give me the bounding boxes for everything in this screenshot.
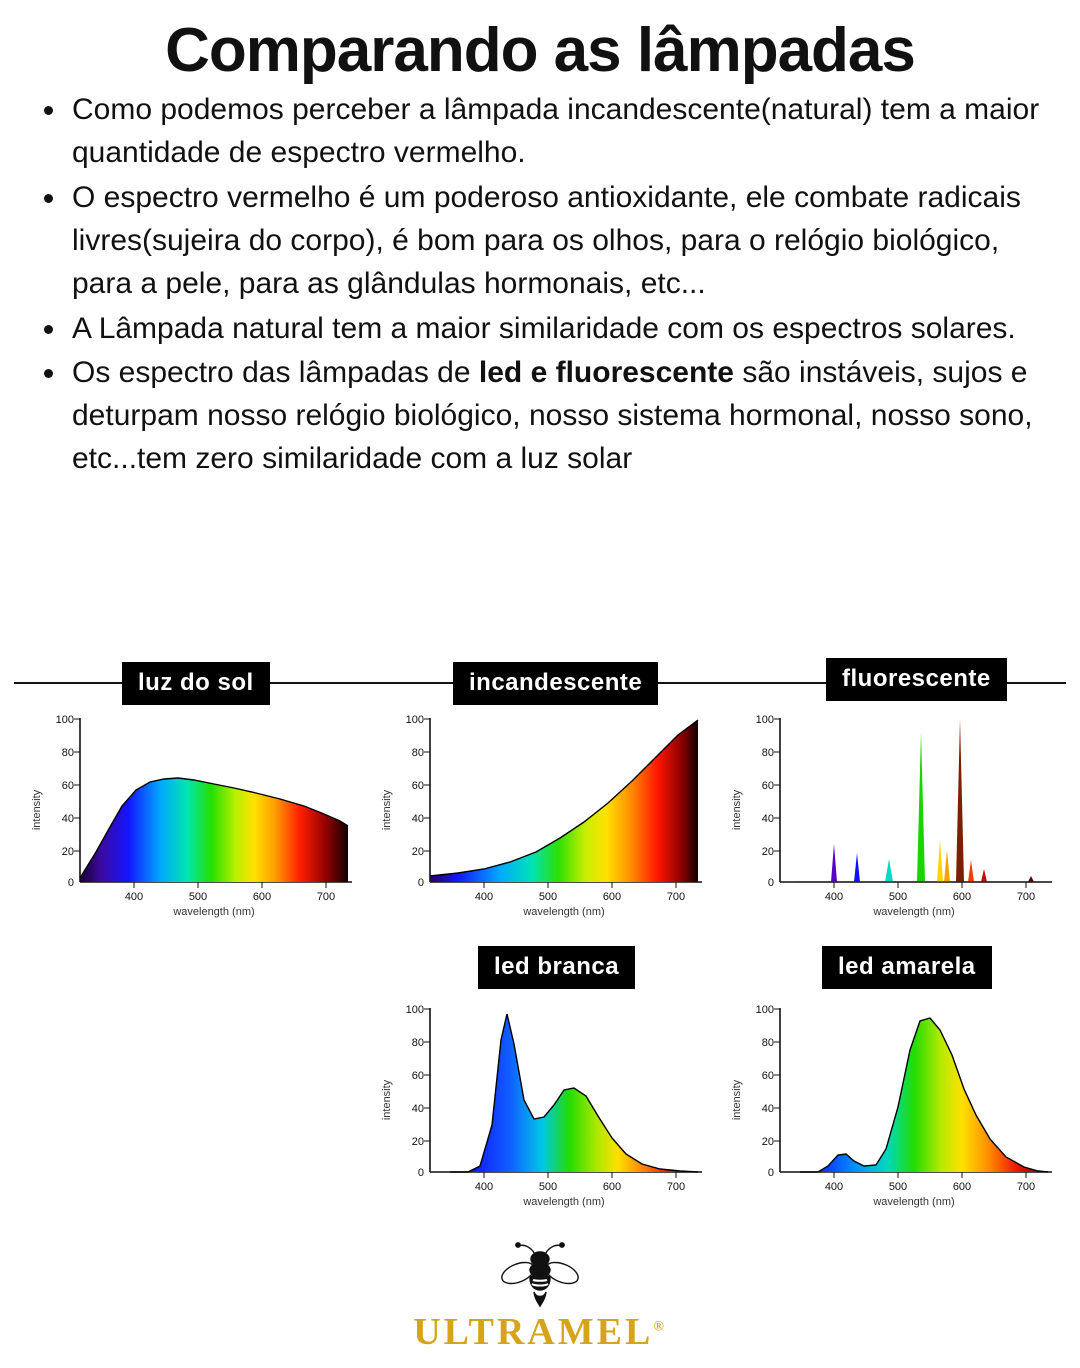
svg-text:80: 80 — [411, 747, 424, 759]
svg-text:20: 20 — [411, 846, 424, 858]
svg-text:100: 100 — [755, 1004, 774, 1016]
svg-text:700: 700 — [666, 1181, 686, 1193]
charts-area — [0, 658, 1080, 1238]
list-item — [34, 89, 1046, 175]
svg-text:0: 0 — [767, 877, 774, 889]
svg-text:intensity: intensity — [731, 1079, 743, 1121]
footer — [0, 1240, 1080, 1354]
svg-text:wavelength (nm): wavelength (nm) — [523, 906, 605, 918]
chart-fluorescente — [718, 658, 1058, 918]
chart-led-branca — [368, 946, 708, 1216]
svg-text:60: 60 — [61, 780, 74, 792]
svg-text:500: 500 — [188, 891, 208, 903]
svg-text:500: 500 — [538, 1181, 558, 1193]
svg-text:20: 20 — [61, 846, 74, 858]
svg-text:60: 60 — [411, 1070, 424, 1082]
bullet-text: O espectro vermelho é um poderoso antioxidante, ele combate radicais livres(sujeira do corpo), é bom para os olhos, para o relógio biológico, para a pele, para as glândulas hormonais, etc... — [72, 180, 1021, 300]
svg-text:intensity: intensity — [31, 789, 43, 831]
chart-incandescente — [368, 658, 708, 918]
chart-title-luz-do-sol: luz do sol — [122, 662, 270, 705]
svg-text:0: 0 — [417, 877, 424, 889]
svg-text:wavelength (nm): wavelength (nm) — [873, 1196, 955, 1208]
svg-text:0: 0 — [767, 1167, 774, 1179]
svg-text:600: 600 — [952, 891, 972, 903]
plot-luz-do-sol — [18, 702, 358, 918]
bullet-emphasis: led e fluorescente — [478, 356, 734, 390]
chart-led-amarela — [718, 946, 1058, 1216]
svg-text:400: 400 — [824, 891, 844, 903]
svg-text:40: 40 — [411, 1103, 424, 1115]
svg-text:600: 600 — [952, 1181, 972, 1193]
brand-name: ULTRAMEL® — [413, 1311, 667, 1353]
bullet-list — [34, 89, 1046, 481]
chart-title-led-branca: led branca — [478, 946, 635, 989]
chart-title-led-amarela: led amarela — [822, 946, 992, 989]
chart-luz-do-sol — [18, 658, 358, 918]
svg-text:20: 20 — [761, 1136, 774, 1148]
svg-text:20: 20 — [411, 1136, 424, 1148]
svg-text:60: 60 — [411, 780, 424, 792]
svg-text:40: 40 — [761, 1103, 774, 1115]
svg-text:20: 20 — [761, 846, 774, 858]
svg-text:40: 40 — [61, 813, 74, 825]
svg-text:500: 500 — [538, 891, 558, 903]
svg-text:wavelength (nm): wavelength (nm) — [523, 1196, 605, 1208]
chart-title-fluorescente: fluorescente — [826, 658, 1007, 701]
svg-text:100: 100 — [405, 714, 424, 726]
list-item — [34, 177, 1046, 306]
registered-mark: ® — [653, 1319, 667, 1335]
svg-text:600: 600 — [252, 891, 272, 903]
svg-text:400: 400 — [124, 891, 144, 903]
svg-text:400: 400 — [474, 1181, 494, 1193]
chart-title-incandescente: incandescente — [453, 662, 658, 705]
svg-text:500: 500 — [888, 1181, 908, 1193]
bullet-text: A Lâmpada natural tem a maior similaridade com os espectros solares. — [72, 311, 1016, 345]
list-item — [34, 308, 1046, 351]
svg-text:0: 0 — [417, 1167, 424, 1179]
plot-fluorescente — [718, 702, 1058, 918]
svg-text:intensity: intensity — [381, 1079, 393, 1121]
bee-icon — [497, 1240, 583, 1314]
plot-led-amarela — [718, 992, 1058, 1208]
svg-text:80: 80 — [61, 747, 74, 759]
svg-text:600: 600 — [602, 1181, 622, 1193]
svg-text:700: 700 — [1016, 1181, 1036, 1193]
svg-text:100: 100 — [755, 714, 774, 726]
svg-text:80: 80 — [761, 747, 774, 759]
list-item — [34, 352, 1046, 481]
svg-text:400: 400 — [824, 1181, 844, 1193]
svg-text:60: 60 — [761, 1070, 774, 1082]
page-title: Comparando as lâmpadas — [165, 16, 915, 85]
svg-text:700: 700 — [316, 891, 336, 903]
svg-text:100: 100 — [405, 1004, 424, 1016]
svg-text:intensity: intensity — [731, 789, 743, 831]
svg-text:intensity: intensity — [381, 789, 393, 831]
bullet-text: Os espectro das lâmpadas de led e fluorescente são instáveis, sujos e deturpam nosso relógio biológico, nosso sistema hormonal, nosso sono, etc...tem zero similaridade com a luz solar — [72, 356, 1033, 476]
svg-text:500: 500 — [888, 891, 908, 903]
svg-text:400: 400 — [474, 891, 494, 903]
plot-incandescente — [368, 702, 708, 918]
svg-text:0: 0 — [67, 877, 74, 889]
bullet-text: Como podemos perceber a lâmpada incandescente(natural) tem a maior quantidade de espectro vermelho. — [72, 93, 1040, 169]
svg-text:100: 100 — [55, 714, 74, 726]
svg-text:40: 40 — [411, 813, 424, 825]
svg-text:60: 60 — [761, 780, 774, 792]
svg-text:wavelength (nm): wavelength (nm) — [173, 906, 255, 918]
plot-led-branca — [368, 992, 708, 1208]
svg-text:700: 700 — [1016, 891, 1036, 903]
svg-text:40: 40 — [761, 813, 774, 825]
svg-text:80: 80 — [761, 1037, 774, 1049]
svg-text:80: 80 — [411, 1037, 424, 1049]
svg-text:wavelength (nm): wavelength (nm) — [873, 906, 955, 918]
svg-text:600: 600 — [602, 891, 622, 903]
svg-text:700: 700 — [666, 891, 686, 903]
